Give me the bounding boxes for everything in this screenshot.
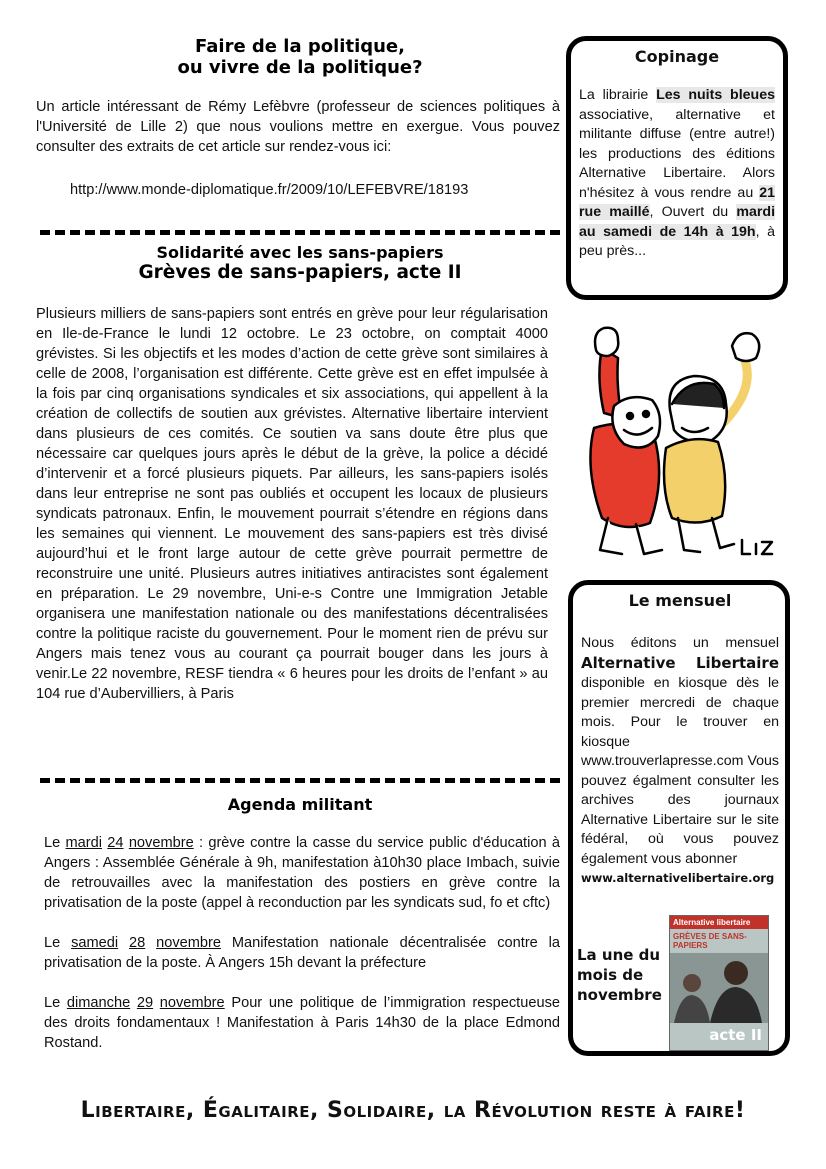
section-divider xyxy=(40,778,560,783)
agenda-item: Le dimanche 29 novembre Pour une politique de l’immigration respectueuse des droits fondamentaux ! Manifestation à Paris 14h30 de la place Edmond Rostand. xyxy=(44,995,560,1051)
illustration-signature: LIZ xyxy=(574,305,598,322)
cartoon-illustration xyxy=(574,305,794,568)
article2-title-line2: Grèves de sans-papiers, acte II xyxy=(138,262,462,283)
copinage-title: Copinage xyxy=(634,47,720,66)
cover-headline: GRÈVES DE SANS-PAPIERS xyxy=(673,932,747,950)
article1-body: Un article intéressant de Rémy Lefèbvre (professeur de sciences politiques à l'Université de Lille 2) que nous voulions mettre en exergue. Vous pouvez consulter des extraits de cet article sur rendez-vous ici: xyxy=(36,99,560,155)
article1-title-line2: ou vivre de la politique? xyxy=(177,57,423,78)
article1-title xyxy=(40,36,560,78)
agenda-list xyxy=(44,833,560,1073)
copinage-text: La librairie Les nuits bleues associative, alternative et militante diffuse (entre autre!) les productions des éditions Alternative Libertaire. Alors n'hésitez à vous rendre au 21 rue maillé, Ouvert du mardi au samedi de 14h à 19h, à peu près... xyxy=(579,87,776,259)
article2-title-line1: Solidarité avec les sans-papiers xyxy=(156,243,444,262)
cover-caption: La une du mois de novembre xyxy=(577,946,662,1004)
agenda-item: Le mardi 24 novembre : grève contre la casse du service public d'éducation à Angers : Assemblée Générale à 9h, manifestation à10h30 place Imbach, suivie de retrouvailles avec la manifestation des postiers en grève contre la privatisation de la poste (appel à reconduction par les syndicats sud, fo et cftc) xyxy=(44,835,560,911)
mensuel-title: Le mensuel xyxy=(628,591,732,610)
article2-body: Plusieurs milliers de sans-papiers sont entrés en grève pour leur régularisation en Ile-de-France le lundi 12 octobre. Le 23 octobre, on comptait 4000 grévistes. Si les objectifs et les modes d’action de cette grève sont similaires à celle de 2008, l’organisation est différente. Cette grève est en effet impulsée à la fois par cinq organisations syndicales et six associations, qui appellent à la création de collectifs de soutien aux grévistes. Alternative libertaire intervient dans plusieurs de ces comités. Ce soutien va sans doute être plus que nécessaire car quelques jours après le début de la grève, la police a décidé d’intervenir et a forcé plusieurs piquets. Par ailleurs, les sans-papiers isolés dans leur entreprise ne sont pas oubliés et occupent les locaux de plusieurs syndicats patronaux. Enfin, le mouvement pourrait s’étendre en régions dans les semaines qui viennent. Le mouvement des sans-papiers est très divisé aujourd’hui et le front large autour de cette grève pourrait permettre de reconstruire une unité. Plusieurs autres initiatives antiracistes sont également en préparation. Le 29 novembre, Uni-e-s Contre une Immigration Jetable organisera une manifestation nationale ou des manifestations décentralisées contre la politique raciste du gouvernement. Pour le moment rien de prévu sur Angers mais tenez vous au courant ça pourrait bouger dans les jours à venir.Le 22 novembre, RESF tiendra « 6 heures pour les droits de l’enfant » au 104 rue d’Aubervilliers, à Paris xyxy=(36,306,548,702)
article1-title-line1: Faire de la politique, xyxy=(195,36,405,57)
mensuel-box xyxy=(568,580,790,1056)
section-divider xyxy=(40,230,560,235)
agenda-title: Agenda militant xyxy=(227,795,373,814)
mensuel-text: Nous éditons un mensuel Alternative Libertaire disponible en kiosque dès le premier mercredi de chaque mois. Pour le trouver en kiosque www.trouverlapresse.com Vous pouvez égalment consulter les archives des journaux Alternative Libertaire sur le site fédéral, où vous pouvez également vous abonner xyxy=(581,635,779,867)
cover-masthead: Alternative libertaire xyxy=(670,916,768,929)
article2-title xyxy=(40,244,560,284)
agenda-item: Le samedi 28 novembre Manifestation nationale décentralisée contre la privatisation de la poste. À Angers 15h devant la préfecture xyxy=(44,935,561,971)
mensuel-website[interactable]: www.alternativelibertaire.org xyxy=(581,871,775,885)
cover-big-title: acte II xyxy=(709,1026,762,1044)
magazine-cover[interactable] xyxy=(669,915,769,1051)
cover-photo xyxy=(670,953,768,1023)
footer-slogan: Libertaire, Égalitaire, Solidaire, la Révolution reste à faire! xyxy=(80,1098,746,1123)
copinage-box xyxy=(566,36,788,300)
article1-url[interactable]: http://www.monde-diplomatique.fr/2009/10/LEFEBVRE/18193 xyxy=(70,182,469,198)
